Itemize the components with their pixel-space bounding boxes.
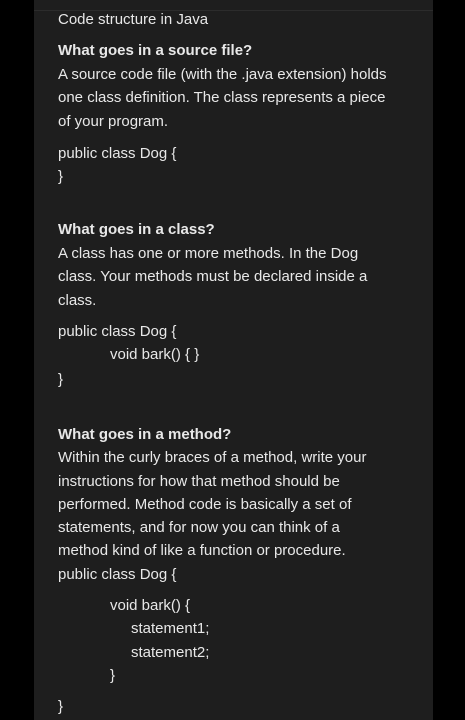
section-text-line: A source code file (with the .java extension) holds (58, 66, 387, 83)
section-text-line: of your program. (58, 113, 169, 130)
content-panel (34, 0, 433, 720)
section-heading-source-file: What goes in a source file? (58, 42, 253, 59)
code-line: public class Dog { (58, 566, 177, 583)
page-title: Code structure in Java (58, 11, 209, 28)
code-line-indented: } (110, 667, 116, 684)
code-line-indented: void bark() { (110, 597, 191, 614)
code-line-indented: statement2; (131, 644, 210, 661)
code-line: public class Dog { (58, 145, 177, 162)
section-text-line: one class definition. The class represents a piece (58, 89, 386, 106)
section-text-line: class. Your methods must be declared inside a (58, 268, 368, 285)
code-line: public class Dog { (58, 323, 177, 340)
code-line-indented: statement1; (131, 620, 210, 637)
section-text-line: Within the curly braces of a method, write your (58, 449, 367, 466)
code-line: } (58, 371, 64, 388)
section-text-line: statements, and for now you can think of a (58, 519, 340, 536)
code-line: } (58, 698, 64, 715)
section-text-line: performed. Method code is basically a set of (58, 496, 352, 513)
section-text-line: A class has one or more methods. In the Dog (58, 245, 359, 262)
section-text-line: instructions for how that method should be (58, 473, 340, 490)
code-line-indented: void bark() { } (110, 346, 200, 363)
section-text-line: class. (58, 292, 97, 309)
section-text-line: method kind of like a function or procedure. (58, 542, 346, 559)
section-heading-class: What goes in a class? (58, 221, 215, 238)
code-line: } (58, 168, 64, 185)
section-heading-method: What goes in a method? (58, 426, 232, 443)
